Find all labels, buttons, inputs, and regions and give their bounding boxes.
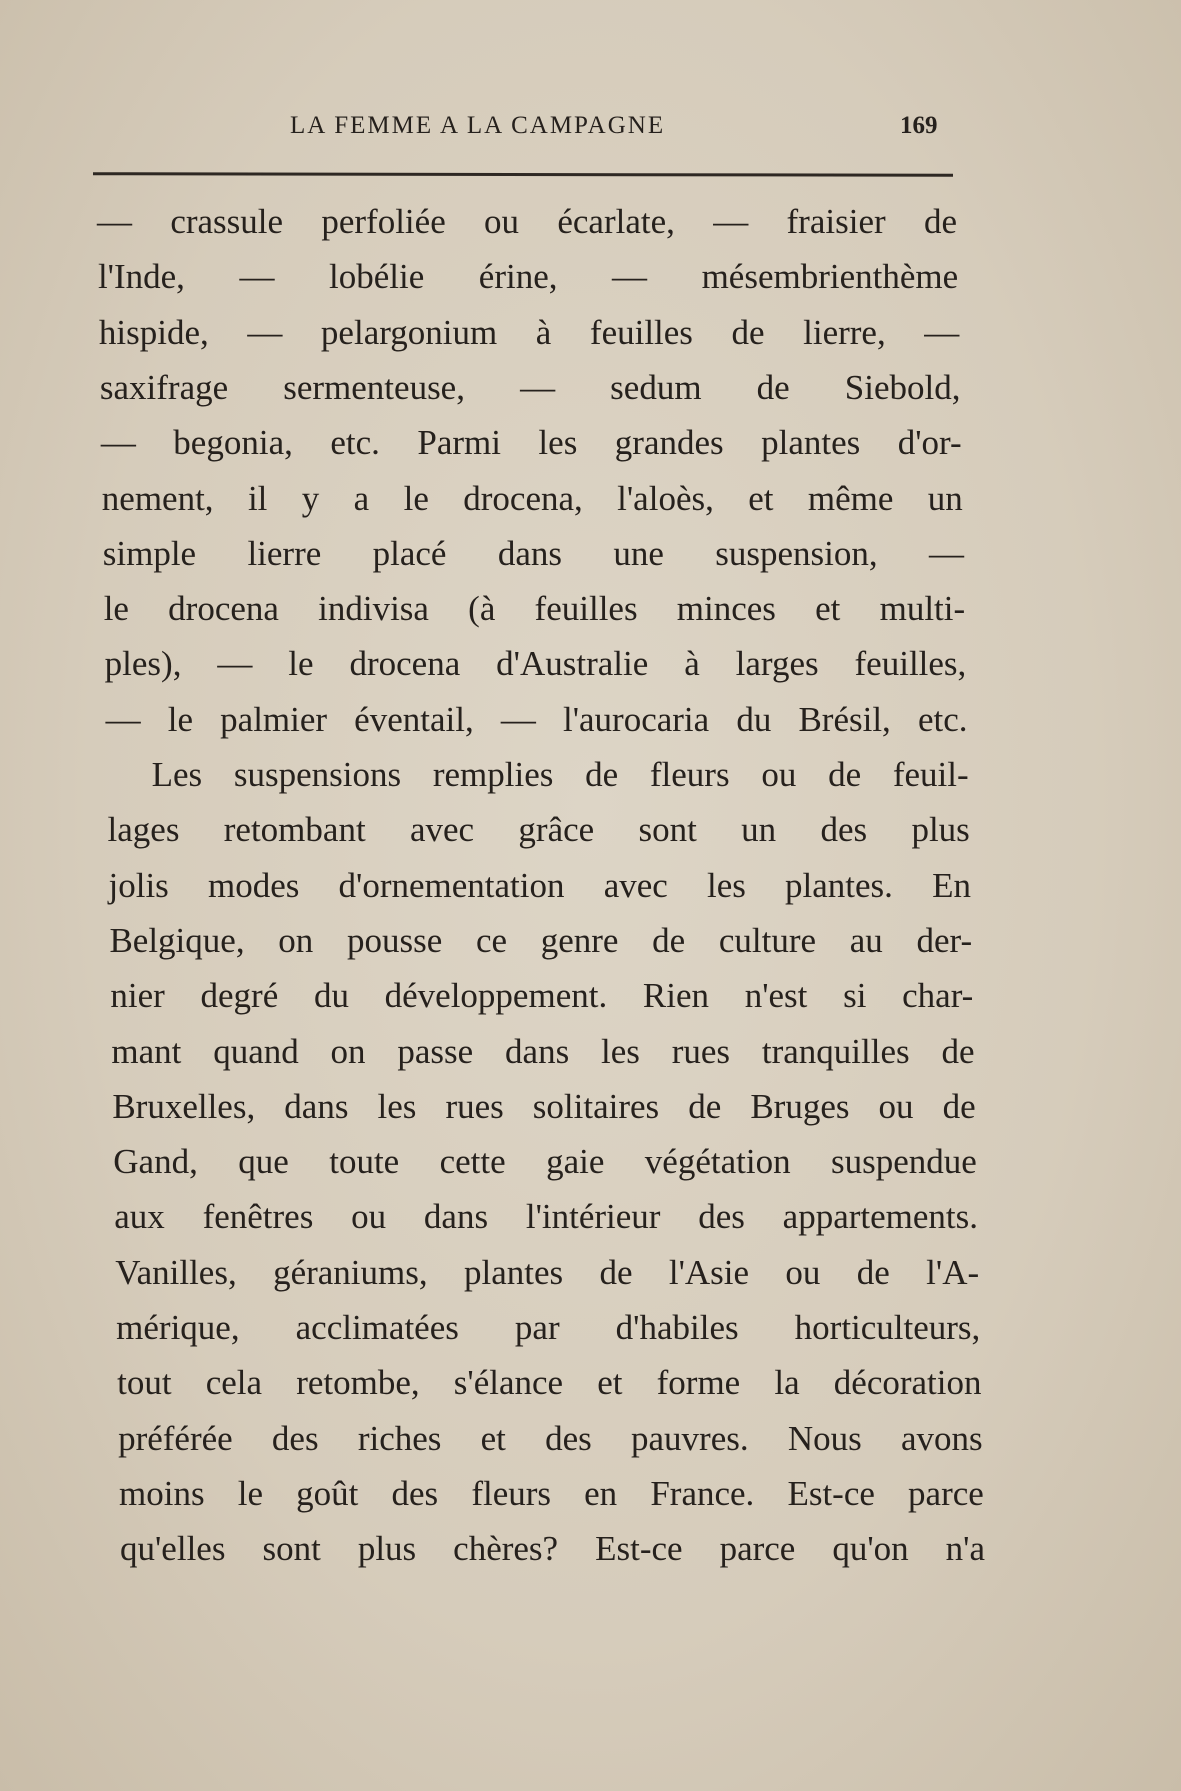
running-header — [0, 112, 1181, 152]
text-line: jolis modes d'ornementation avec les plantes. En — [108, 865, 971, 905]
page-number: 169 — [900, 112, 938, 139]
text-line: le drocena indivisa (à feuilles minces et multi- — [103, 589, 966, 629]
text-line: ples), — le drocena d'Australie à larges feuilles, — [104, 644, 967, 684]
header-rule — [93, 172, 953, 177]
text-line: Bruxelles, dans les rues solitaires de Bruges ou de — [112, 1086, 976, 1126]
text-line: tout cela retombe, s'élance et forme la décoration — [117, 1363, 982, 1403]
text-line: préférée des riches et des pauvres. Nous avons — [118, 1418, 983, 1458]
text-line: mérique, acclimatées par d'habiles horticulteurs, — [116, 1308, 981, 1347]
text-line: Belgique, on pousse ce genre de culture au der- — [109, 920, 973, 960]
text-line: simple lierre placé dans une suspension, — — [102, 533, 964, 573]
text-line: Les suspensions remplies de fleurs ou de feuil- — [151, 755, 969, 794]
text-line: mant quand on passe dans les rues tranquilles de — [111, 1031, 975, 1071]
text-line: saxifrage sermenteuse, — sedum de Siebold, — [99, 367, 961, 407]
text-line: — begonia, etc. Parmi les grandes plantes d'or- — [100, 423, 962, 463]
text-line: Gand, que toute cette gaie végétation suspendue — [113, 1142, 977, 1182]
text-line: — le palmier éventail, — l'aurocaria du Brésil, etc. — [105, 699, 968, 739]
text-line: lages retombant avec grâce sont un des plus — [107, 810, 970, 850]
text-line: hispide, — pelargonium à feuilles de lierre, — — [98, 312, 960, 352]
text-line: nier degré du développement. Rien n'est si char- — [110, 976, 974, 1016]
text-line: qu'elles sont plus chères? Est-ce parce qu'on n'a — [120, 1529, 985, 1569]
text-line: l'Inde, — lobélie érine, — mésembrienthème — [97, 257, 959, 297]
text-line: nement, il y a le drocena, l'aloès, et même un — [101, 478, 963, 518]
text-line: Vanilles, géraniums, plantes de l'Asie ou de l'A- — [115, 1252, 980, 1292]
text-line: — crassule perfoliée ou écarlate, — fraisier de — [97, 202, 957, 241]
text-line: aux fenêtres ou dans l'intérieur des appartements. — [114, 1197, 978, 1237]
running-title: LA FEMME A LA CAMPAGNE — [290, 112, 666, 139]
text-line: moins le goût des fleurs en France. Est-ce parce — [119, 1473, 984, 1513]
